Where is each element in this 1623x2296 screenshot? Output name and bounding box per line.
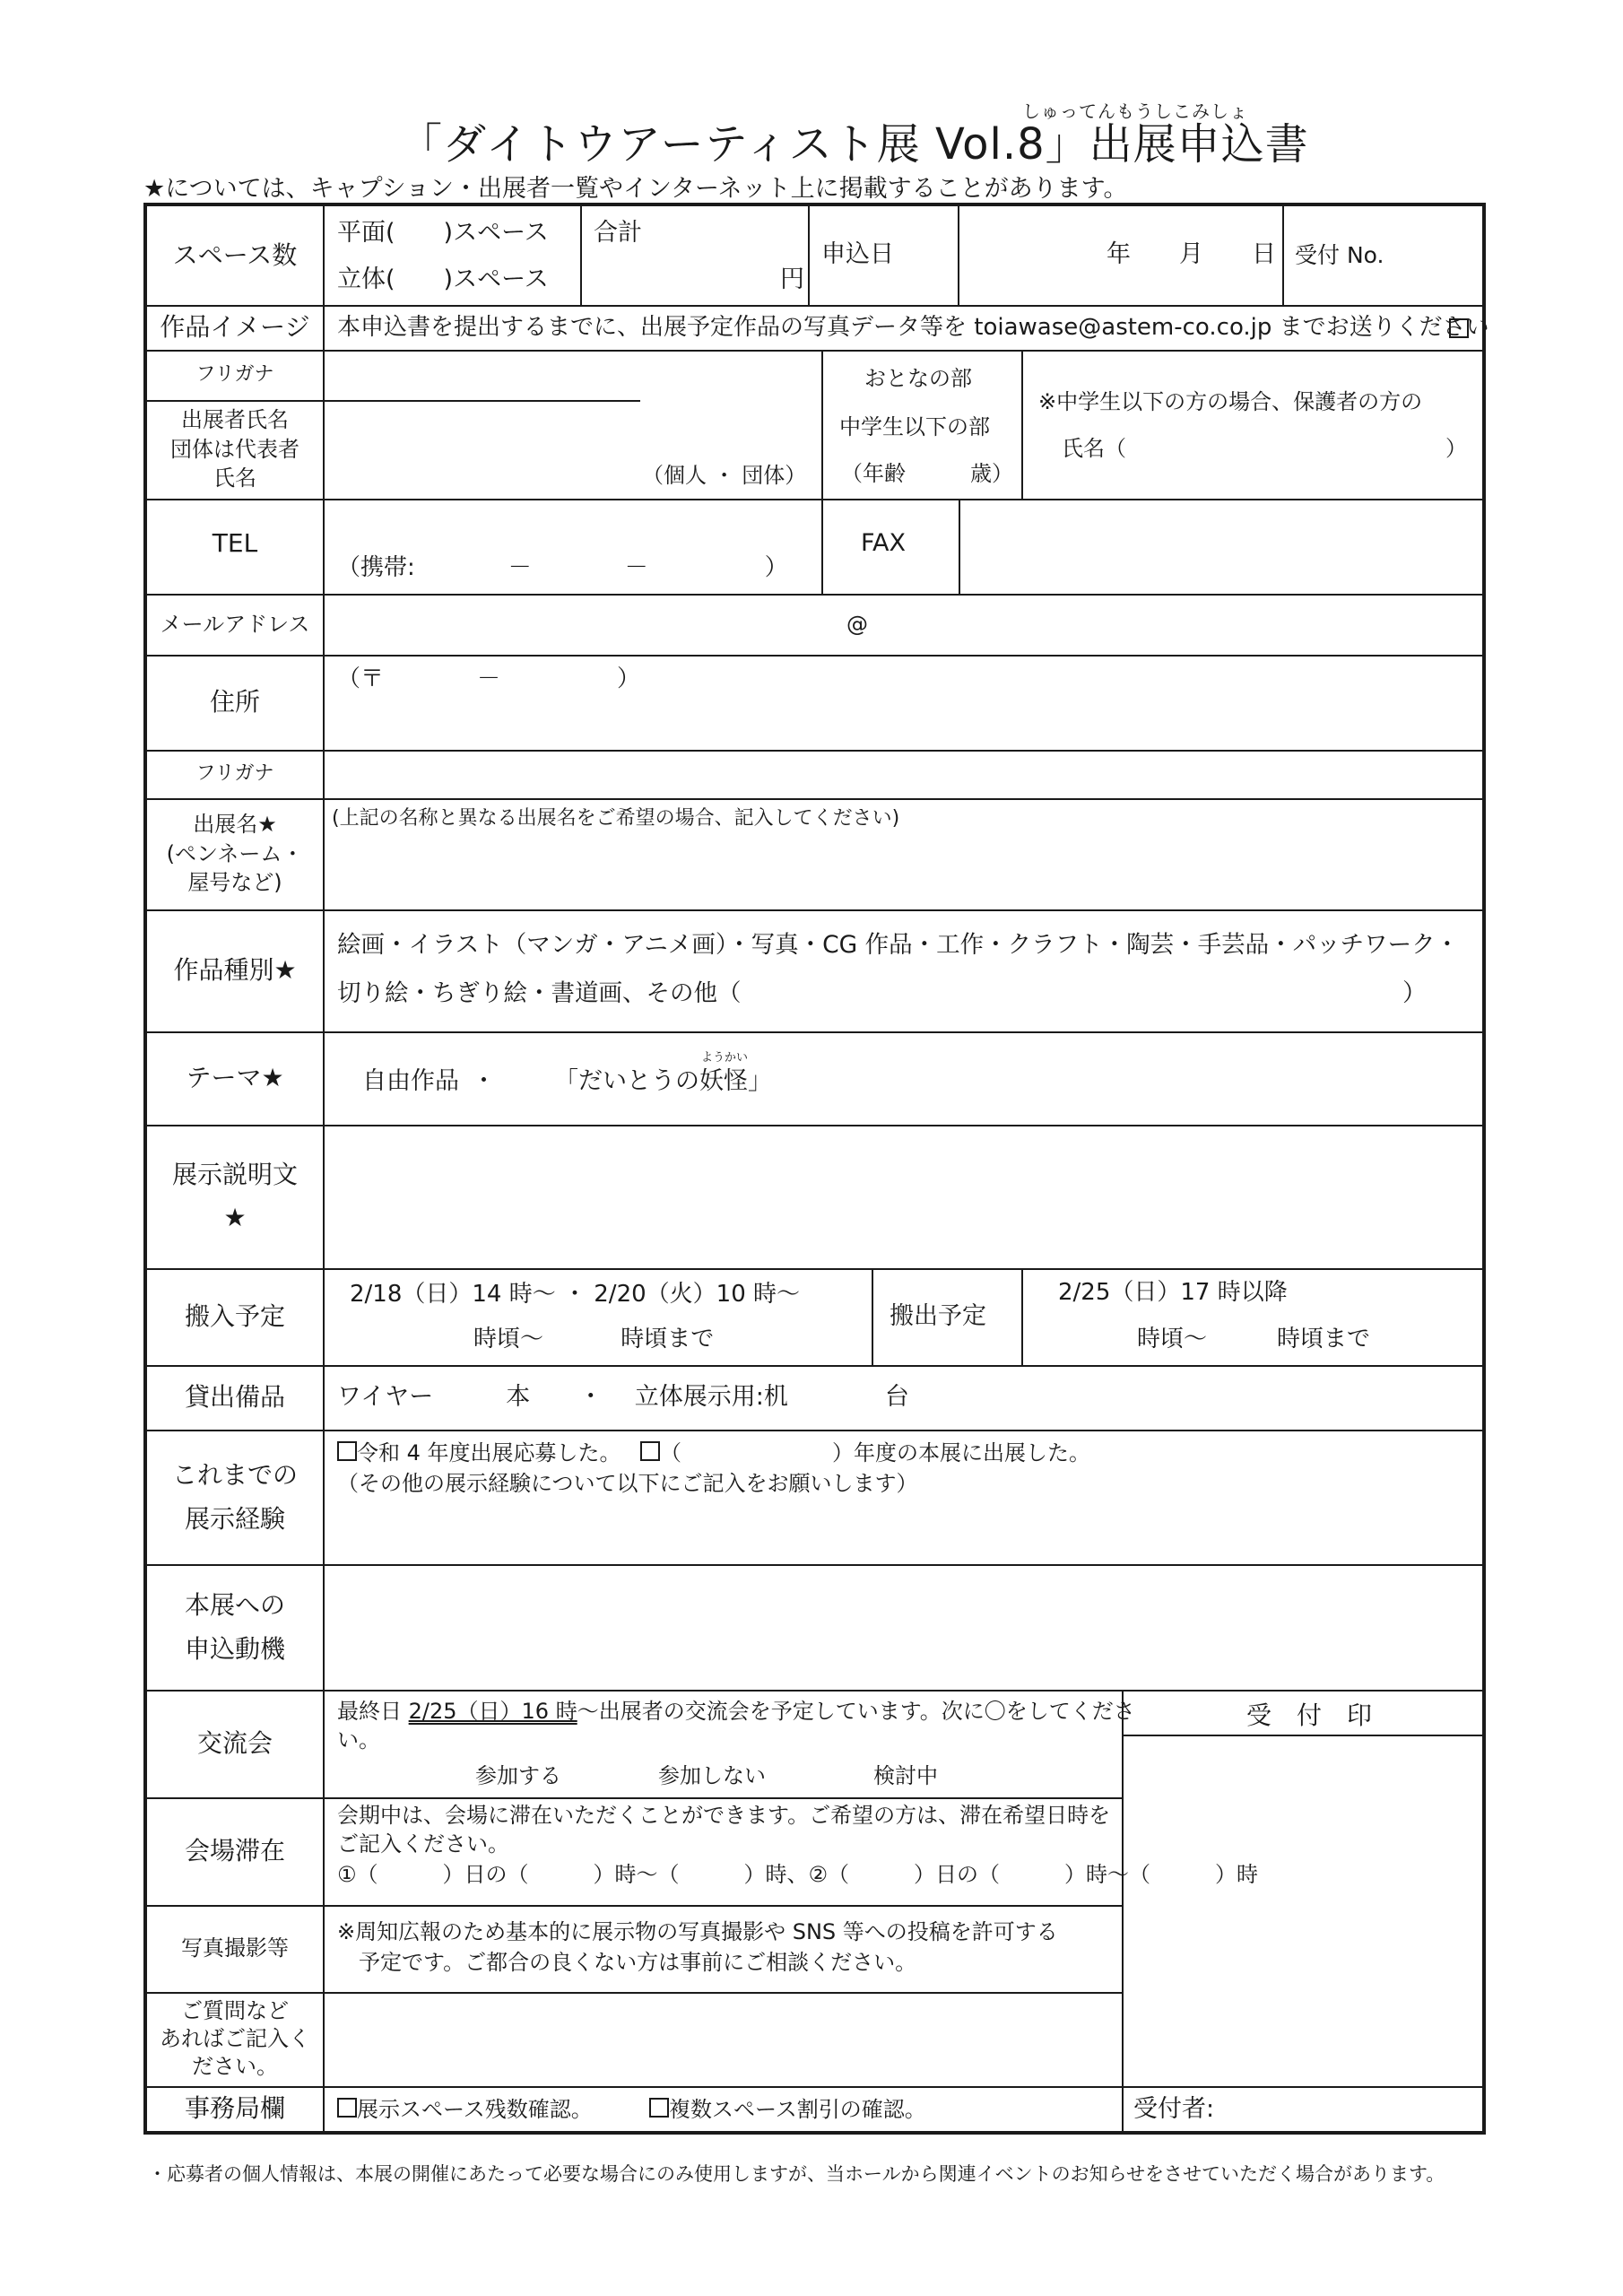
- party-text-a: 最終日: [337, 1699, 409, 1724]
- photo-label: 写真撮影等: [181, 1935, 289, 1961]
- at-mark: @: [846, 612, 868, 637]
- photo-line-1: ※周知広報のため基本的に展示物の写真撮影や SNS 等への投稿を許可する: [337, 1919, 1058, 1944]
- apply-date-field[interactable]: 年 月 日: [1107, 240, 1276, 268]
- carry-in-dates[interactable]: 2/18（日）14 時～ ・ 2/20（火）10 時～: [350, 1281, 800, 1308]
- flat-space-field[interactable]: 平面( )スペース: [337, 219, 549, 247]
- description-label: 展示説明文 ★: [171, 1160, 298, 1232]
- party-line-2: い。: [337, 1727, 380, 1752]
- office-check-1[interactable]: [337, 2097, 593, 2123]
- junior-division[interactable]: 中学生以下の部: [839, 414, 990, 439]
- question-label: ご質問など あればご記入く ださい。: [160, 1997, 310, 2080]
- receiver-label: 受付者:: [1133, 2095, 1215, 2123]
- age-field[interactable]: （年齢 歳）: [841, 461, 1013, 486]
- party-attend[interactable]: 参加する: [475, 1763, 561, 1788]
- experience-line-1: 令和 4 年度出展応募した。: [357, 1440, 621, 1465]
- application-form: [143, 203, 1489, 2135]
- checkbox-icon: [649, 2098, 669, 2118]
- rental-label: 貸出備品: [184, 1381, 285, 1412]
- adult-division[interactable]: おとなの部: [864, 366, 972, 391]
- checkbox-icon: [1449, 318, 1469, 338]
- experience-line-2: （ ）年度の本展に出展した。: [660, 1440, 1090, 1465]
- office-check-1-text: 展示スペース残数確認。: [357, 2097, 593, 2122]
- reception-number-label: 受付 No.: [1295, 242, 1384, 268]
- party-not-attend[interactable]: 参加しない: [658, 1763, 766, 1788]
- checkbox-icon: [337, 1441, 357, 1461]
- party-line-1: [337, 1699, 1135, 1725]
- theme-separator: ・: [472, 1067, 496, 1095]
- experience-check-2[interactable]: [640, 1440, 1090, 1466]
- rental-text[interactable]: ワイヤー 本 ・ 立体展示用:机 台: [337, 1383, 909, 1411]
- checkbox-icon: [337, 2098, 357, 2118]
- stay-datetime-field[interactable]: ①（ ）日の（ ）時～（ ）時、②（ ）日の（ ）時～（ ）時: [337, 1862, 1259, 1887]
- experience-label: これまでの 展示経験: [171, 1460, 298, 1534]
- theme-youkai[interactable]: 「だいとうの妖怪」: [554, 1067, 772, 1095]
- zip-field[interactable]: （〒 － ）: [337, 665, 641, 692]
- person-or-group[interactable]: （個人 ・ 団体）: [642, 463, 807, 488]
- carry-in-label: 搬入予定: [184, 1300, 285, 1331]
- fax-label: FAX: [861, 529, 907, 557]
- office-check-2[interactable]: [649, 2097, 926, 2123]
- stay-line-2: ご記入ください。: [337, 1831, 509, 1857]
- page-title: 「ダイトウアーティスト展 Vol.8」出展申込書: [399, 119, 1309, 170]
- star-notice: ★については、キャプション・出展者一覧やインターネット上に掲載することがあります。: [143, 175, 1128, 203]
- party-date: 2/25（日）16 時: [408, 1699, 577, 1724]
- mail-label: メールアドレス: [160, 611, 310, 637]
- carry-in-time[interactable]: 時頃～ 時頃まで: [473, 1326, 715, 1352]
- genre-line-2[interactable]: 切り絵・ちぎり絵・書道画、その他（: [337, 979, 742, 1007]
- name-furigana-label: フリガナ: [195, 363, 274, 387]
- stay-label: 会場滞在: [184, 1835, 285, 1866]
- reception-stamp-label: 受 付 印: [1246, 1700, 1373, 1730]
- carry-out-time[interactable]: 時頃～ 時頃まで: [1137, 1326, 1371, 1352]
- genre-label: 作品種別★: [173, 954, 297, 985]
- motive-label: 本展への 申込動機: [184, 1590, 285, 1664]
- theme-free[interactable]: 自由作品: [362, 1067, 459, 1095]
- experience-check-1[interactable]: [337, 1440, 621, 1466]
- address-label: 住所: [209, 686, 260, 717]
- carry-out-label: 搬出予定: [890, 1302, 986, 1330]
- genre-line-1[interactable]: 絵画・イラスト（マンガ・アニメ画）・写真・CG 作品・工作・クラフト・陶芸・手芸品・パッチワーク・: [337, 931, 1460, 959]
- tel-label: TEL: [212, 528, 258, 558]
- guardian-close: ）: [1445, 436, 1467, 461]
- checkbox-icon: [640, 1441, 660, 1461]
- privacy-footnote: ・応募者の個人情報は、本展の開催にあたって必要な場合にのみ使用しますが、当ホールから関連イベントのお知らせをさせていただく場合があります。: [148, 2163, 1445, 2185]
- exhibitor-name-label: 出展者氏名 団体は代表者 氏名: [170, 407, 299, 491]
- party-label: 交流会: [196, 1727, 273, 1758]
- stay-line-1: 会期中は、会場に滞在いただくことができます。ご希望の方は、滞在希望日時を: [337, 1803, 1111, 1828]
- apply-date-label: 申込日: [821, 240, 894, 268]
- theme-label: テーマ★: [186, 1062, 284, 1092]
- space-count-label: スペース数: [172, 239, 298, 270]
- party-text-c: ～出展者の交流会を予定しています。次に〇をしてくださ: [577, 1699, 1135, 1724]
- office-check-2-text: 複数スペース割引の確認。: [669, 2097, 926, 2122]
- title-ruby: しゅってんもうしこみしょ: [1022, 100, 1248, 122]
- exhibit-name-note: (上記の名称と異なる出展名をご希望の場合、記入してください): [332, 807, 900, 830]
- experience-note: （その他の展示経験について以下にご記入をお願いします）: [337, 1471, 918, 1496]
- office-label: 事務局欄: [184, 2092, 285, 2123]
- carry-out-date[interactable]: 2/25（日）17 時以降: [1058, 1279, 1288, 1306]
- total-label: 合計: [594, 219, 642, 247]
- youkai-ruby: ようかい: [701, 1051, 749, 1065]
- work-image-text: 本申込書を提出するまでに、出展予定作品の写真データ等を toiawase@astem-co.co.jp までお送りください: [337, 314, 1489, 341]
- guardian-note: ※中学生以下の方の場合、保護者の方の: [1038, 389, 1423, 414]
- party-considering[interactable]: 検討中: [873, 1763, 938, 1788]
- yen-unit: 円: [780, 265, 804, 293]
- genre-close: ）: [1402, 979, 1427, 1007]
- work-image-label: 作品イメージ: [160, 311, 310, 342]
- exhibit-name-label: 出展名★ (ペンネーム・ 屋号など): [166, 812, 304, 896]
- work-image-checkbox[interactable]: [1449, 316, 1469, 344]
- address-furigana-label: フリガナ: [195, 762, 274, 786]
- mobile-field[interactable]: （携帯: － － ）: [337, 554, 788, 581]
- photo-line-2: 予定です。ご都合の良くない方は事前にご相談ください。: [359, 1950, 917, 1975]
- solid-space-field[interactable]: 立体( )スペース: [337, 265, 549, 293]
- guardian-name-field[interactable]: 氏名（: [1062, 436, 1126, 461]
